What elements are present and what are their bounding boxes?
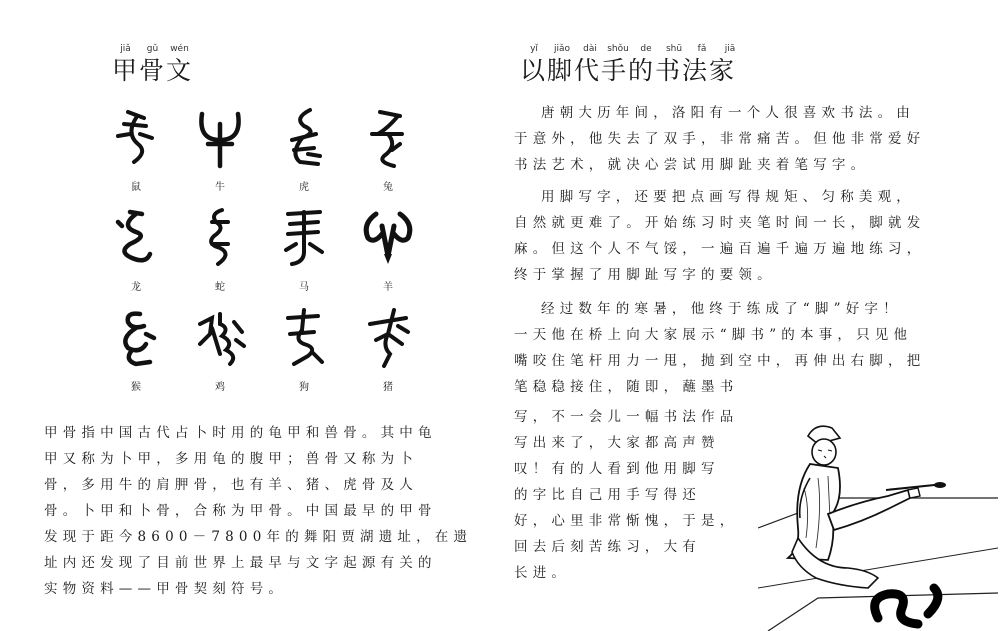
text-line: 书法艺术，就决心尝试用脚趾夹着笔写字。 [514,157,870,173]
story-paragraph-3-continued [514,404,754,586]
glyph-sheep [352,204,424,298]
text-line: 实物资料——甲骨契刻符号。 [44,581,288,597]
glyph-tiger [268,104,340,198]
title-pinyin [520,44,744,56]
glyph-caption: 马 [299,282,309,293]
horse-glyph-icon [274,204,334,274]
text-line: 回去后刻苦练习，大有 [514,539,701,555]
pinyin-syllable: jiǎ [120,44,131,54]
glyph-caption: 鸡 [215,382,225,393]
glyph-caption: 羊 [383,282,393,293]
pinyin-syllable: shǒu [607,44,629,54]
monkey-glyph-icon [106,304,166,374]
pinyin-syllable: wén [170,44,189,54]
right-page [500,0,1000,631]
text-line: 麻。但这个人不气馁，一遍百遍千遍万遍地练习， [514,241,926,257]
glyph-pig [352,304,424,398]
oracle-bone-paragraph [44,420,484,602]
rooster-glyph-icon [190,304,250,374]
text-line: 的字比自己用手写得还 [514,487,701,503]
pinyin-syllable: jiǎo [553,44,571,54]
glyph-snake [184,204,256,298]
rabbit-glyph-icon [358,104,418,174]
pinyin-syllable: de [640,44,652,54]
glyph-caption: 蛇 [215,282,225,293]
text-line: 叹！有的人看到他用脚写 [514,461,720,477]
text-line: 于意外，他失去了双手，非常痛苦。但他非常爱好 [514,131,926,147]
text-line: 长进。 [514,565,571,581]
pinyin-syllable: yǐ [530,44,538,54]
glyph-monkey [100,304,172,398]
glyph-caption: 虎 [299,182,309,193]
text-line: 骨。卜甲和卜骨，合称为甲骨。中国最早的甲骨 [44,503,437,519]
glyph-dragon [100,204,172,298]
pig-glyph-icon [358,304,418,374]
title-pinyin [112,44,193,56]
calligrapher-title-block [520,44,744,86]
rat-glyph-icon [106,104,166,174]
glyph-caption: 龙 [131,282,141,293]
text-line: 用脚写字，还要把点画写得规矩、匀称美观， [541,189,915,205]
text-line: 笔稳稳接住，随即，蘸墨书 [514,379,739,395]
snake-glyph-icon [190,204,250,274]
text-line: 写出来了，大家都高声赞 [514,435,720,451]
glyph-dog [268,304,340,398]
dragon-glyph-icon [106,204,166,274]
foot-calligrapher-illustration [758,418,998,631]
text-line: 嘴咬住笔杆用力一甩，抛到空中，再伸出右脚，把 [514,353,926,369]
text-line: 终于掌握了用脚趾写字的要领。 [514,267,776,283]
text-line: 发现于距今8600－7800年的舞阳贾湖遗址，在遗 [44,529,473,545]
story-paragraph-1 [514,100,954,178]
text-line: 甲骨指中国古代占卜时用的龟甲和兽骨。其中龟 [44,425,437,441]
pinyin-syllable: dài [583,44,597,54]
glyph-caption: 鼠 [131,182,141,193]
glyph-caption: 猴 [131,382,141,393]
glyph-rat [100,104,172,198]
pinyin-syllable: gǔ [146,44,159,54]
glyph-ox [184,104,256,198]
glyph-horse [268,204,340,298]
pinyin-syllable: jiā [724,44,736,54]
glyph-caption: 猪 [383,382,393,393]
text-line: 址内还发现了目前世界上最早与文字起源有关的 [44,555,437,571]
text-line: 一天他在桥上向大家展示“脚书”的本事，只见他 [514,327,913,343]
pinyin-syllable: shū [665,44,683,54]
text-line: 甲又称为卜甲，多用龟的腹甲；兽骨又称为卜 [44,451,418,467]
ox-glyph-icon [190,104,250,174]
story-paragraph-3 [514,296,954,400]
text-line: 骨，多用牛的肩胛骨，也有羊、猪、虎骨及人 [44,477,418,493]
text-line: 唐朝大历年间，洛阳有一个人很喜欢书法。由 [541,105,915,121]
page-title: 以脚代手的书法家 [520,56,737,85]
text-line: 写，不一会儿一幅书法作品 [514,409,739,425]
text-line: 好，心里非常惭愧，于是， [514,513,739,529]
pinyin-syllable: fǎ [697,44,707,54]
sheep-glyph-icon [358,204,418,274]
glyph-caption: 牛 [215,182,225,193]
glyph-caption: 狗 [299,382,309,393]
page-title: 甲骨文 [112,56,194,85]
story-paragraph-2 [514,184,954,288]
glyph-caption: 兔 [383,182,393,193]
tiger-glyph-icon [274,104,334,174]
text-line: 经过数年的寒暑，他终于练成了“脚”好字！ [541,301,902,317]
glyph-rabbit [352,104,424,198]
oracle-bone-title-block [112,44,193,86]
dog-glyph-icon [274,304,334,374]
glyph-rooster [184,304,256,398]
text-line: 自然就更难了。开始练习时夹笔时间一长，脚就发 [514,215,926,231]
